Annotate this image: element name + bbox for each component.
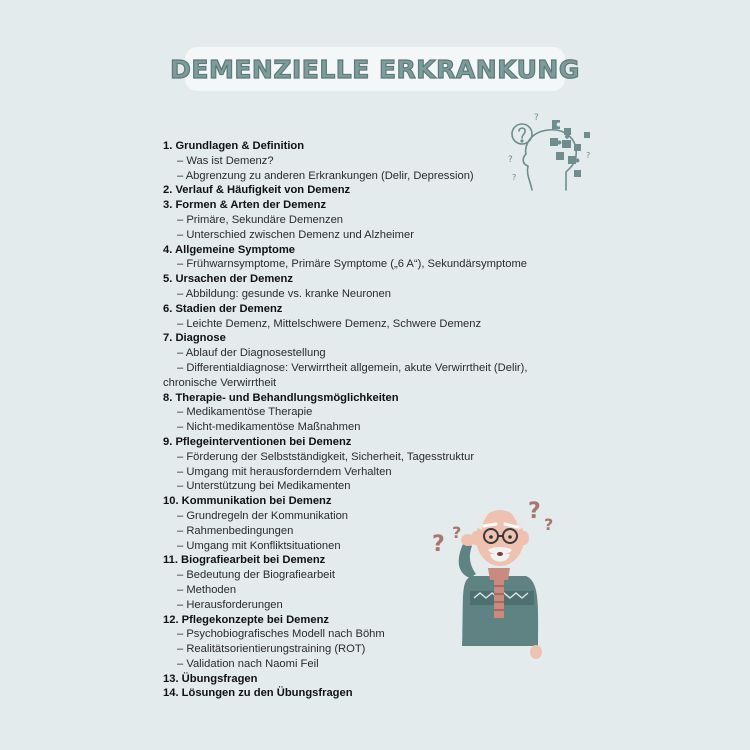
section-subitem: – Nicht-medikamentöse Maßnahmen — [177, 421, 361, 434]
title-banner — [170, 47, 580, 91]
section-subitem: – Abbildung: gesunde vs. kranke Neuronen — [177, 287, 391, 300]
section-heading: 5. Ursachen der Demenz — [163, 273, 293, 286]
section-heading: 9. Pflegeinterventionen bei Demenz — [163, 435, 352, 448]
section-subitem: – Primäre, Sekundäre Demenzen — [177, 213, 344, 226]
confused-old-man-icon — [430, 496, 560, 661]
svg-text:?: ? — [586, 151, 591, 160]
section-subitem: – Leichte Demenz, Mittelschwere Demenz, Schwere Demenz — [177, 317, 482, 330]
toc-section — [163, 243, 583, 273]
section-subitem: – Bedeutung der Biografiearbeit — [177, 569, 335, 582]
section-subitem: – Frühwarnsymptome, Primäre Symptome („6 A“), Sekundärsymptome — [177, 258, 528, 271]
page-title: DEMENZIELLE ERKRANKUNG — [170, 54, 580, 84]
section-heading: 11. Biografiearbeit bei Demenz — [163, 554, 326, 567]
svg-text:?: ? — [512, 173, 517, 182]
section-subitem: – Realitätsorientierungstraining (ROT) — [177, 643, 366, 656]
section-heading: 2. Verlauf & Häufigkeit von Demenz — [163, 184, 351, 197]
section-heading: 12. Pflegekonzepte bei Demenz — [163, 613, 329, 626]
section-subitem: – Herausforderungen — [177, 598, 283, 611]
section-heading: 13. Übungsfragen — [163, 672, 258, 685]
section-heading: 14. Lösungen zu den Übungsfragen — [163, 687, 353, 700]
section-subitem: – Differentialdiagnose: Verwirrtheit allgemein, akute Verwirrtheit (Delir), chronische Verwirrtheit — [163, 361, 528, 389]
toc-section — [163, 435, 583, 494]
section-heading: 1. Grundlagen & Definition — [163, 140, 305, 152]
section-subitem: – Methoden — [177, 583, 237, 596]
section-heading: 8. Therapie- und Behandlungsmöglichkeiten — [163, 391, 399, 404]
section-subitem: – Unterschied zwischen Demenz und Alzheimer — [177, 228, 414, 241]
section-heading: 7. Diagnose — [163, 332, 226, 345]
svg-text:?: ? — [508, 155, 513, 165]
section-subitem: – Ablauf der Diagnosestellung — [177, 347, 326, 360]
section-heading: 3. Formen & Arten der Demenz — [163, 199, 327, 212]
section-subitem: – Rahmenbedingungen — [177, 524, 294, 537]
svg-text:?: ? — [534, 113, 539, 123]
svg-text:?: ? — [452, 523, 462, 542]
section-subitem: – Grundregeln der Kommunikation — [177, 509, 349, 522]
toc-section — [163, 272, 583, 302]
svg-text:?: ? — [432, 532, 445, 557]
section-heading: 10. Kommunikation bei Demenz — [163, 495, 332, 508]
toc-section — [163, 672, 583, 687]
section-subitem: – Umgang mit herausforderndem Verhalten — [177, 465, 392, 478]
section-subitem: – Förderung der Selbstständigkeit, Sicherheit, Tagesstruktur — [177, 450, 475, 463]
section-subitem: – Psychobiografisches Modell nach Böhm — [177, 628, 385, 641]
section-subitem: – Abgrenzung zu anderen Erkrankungen (Delir, Depression) — [177, 169, 474, 182]
section-subitem: – Umgang mit Konfliktsituationen — [177, 539, 341, 552]
toc-section — [163, 686, 583, 701]
section-subitem: – Validation nach Naomi Feil — [177, 657, 319, 670]
section-heading: 4. Allgemeine Symptome — [163, 243, 296, 256]
svg-text:?: ? — [544, 515, 554, 534]
section-subitem: – Unterstützung bei Medikamenten — [177, 480, 351, 493]
section-subitem: – Medikamentöse Therapie — [177, 406, 313, 419]
confused-head-icon — [500, 110, 595, 195]
toc-section — [163, 331, 583, 390]
section-heading: 6. Stadien der Demenz — [163, 302, 283, 315]
toc-section — [163, 391, 583, 435]
toc-section — [163, 302, 583, 332]
toc-section — [163, 198, 583, 242]
section-subitem: – Was ist Demenz? — [177, 154, 274, 167]
svg-text:?: ? — [528, 499, 541, 524]
